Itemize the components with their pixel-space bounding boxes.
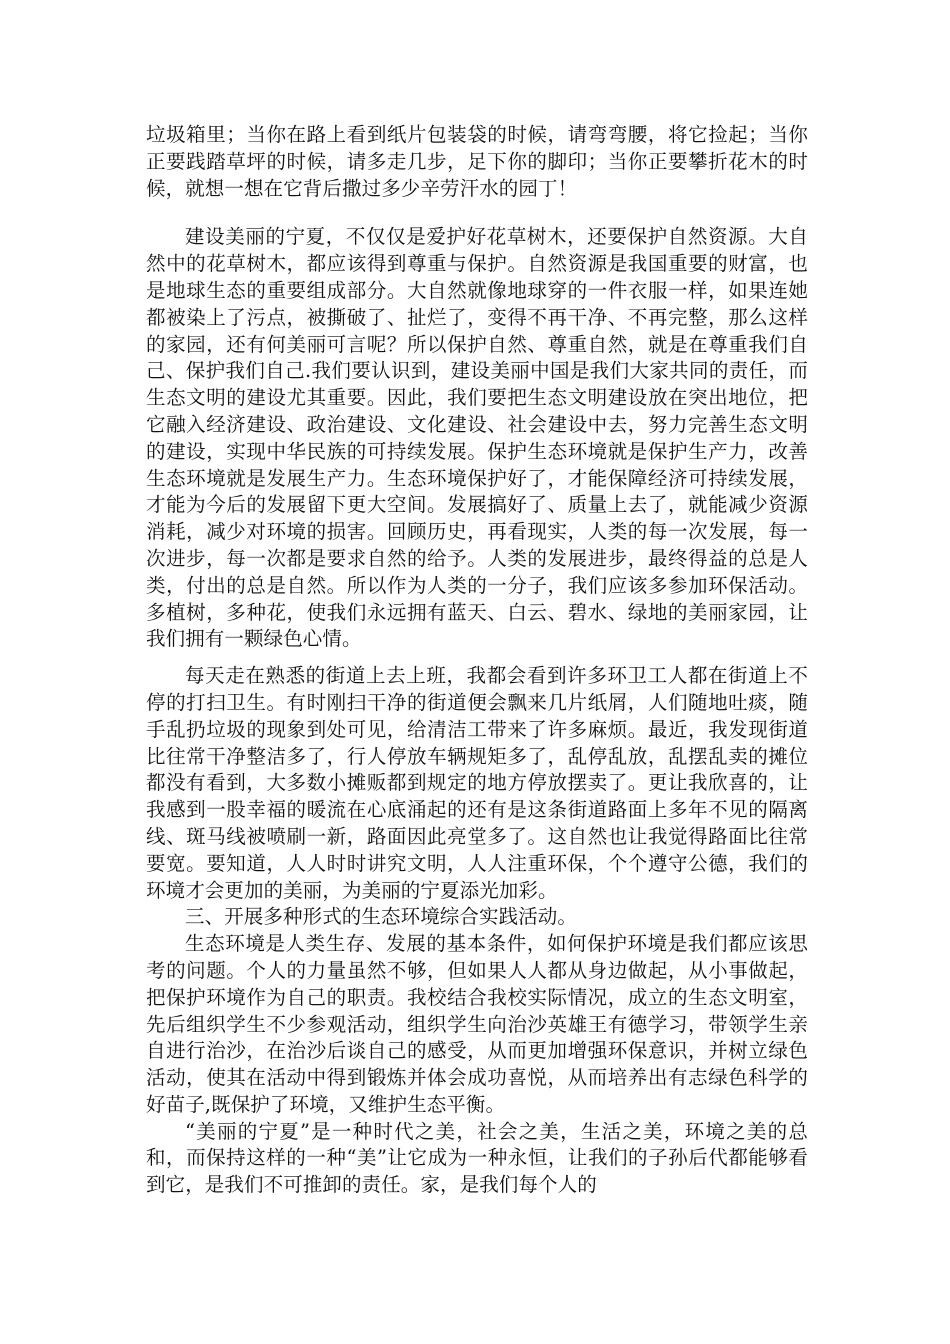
section-heading: 三、开展多种形式的生态环境综合实践活动。 (185, 905, 578, 929)
paragraph-continuation: 垃圾箱里；当你在路上看到纸片包装袋的时候，请弯弯腰，将它捡起；当你正要践踏草坪的时候，请多走几步，足下你的脚印；当你正要攀折花木的时候，就想一想在它背后撒过多少辛劳汗水的园丁！ (146, 123, 808, 200)
paragraph-practice-activities: 生态环境是人类生存、发展的基本条件，如何保护环境是我们都应该思考的问题。个人的力量虽然不够，但如果人人都从身边做起，从小事做起，把保护环境作为自己的职责。我校结合我校实际情况，成立的生态文明室，先后组织学生不少参观活动，组织学生向治沙英雄王有德学习，带领学生亲自进行治沙，在治沙后谈自己的感受，从而更加增强环保意识，并树立绿色活动，使其在活动中得到锻炼并体会成功喜悦，从而培养出有志绿色科学的好苗子,既保护了环境，又维护生态平衡。 (146, 932, 808, 1116)
paragraph-natural-resources: 建设美丽的宁夏，不仅仅是爱护好花草树木，还要保护自然资源。大自然中的花草树木，都应该得到尊重与保护。自然资源是我国重要的财富，也是地球生态的重要组成部分。大自然就像地球穿的一件衣服一样，如果连她都被染上了污点，被撕破了、扯烂了，变得不再干净、不再完整，那么这样的家园，还有何美丽可言呢？所以保护自然、尊重自然，就是在尊重我们自己、保护我们自己.我们要认识到，建设美丽中国是我们大家共同的责任，而生态文明的建设尤其重要。因此，我们要把生态文明建设放在突出地位，把它融入经济建设、政治建设、文化建设、社会建设中去，努力完善生态文明的建设，实现中华民族的可持续发展。保护生态环境就是保护生产力，改善生态环境就是发展生产力。生态环境保护好了，才能保障经济可持续发展，才能为今后的发展留下更大空间。发展搞好了、质量上去了，就能减少资源消耗，减少对环境的损害。回顾历史，再看现实，人类的每一次发展，每一次进步，每一次都是要求自然的给予。人类的发展进步，最终得益的总是人类，付出的总是自然。所以作为人类的一分子，我们应该多参加环保活动。多植树，多种花，使我们永远拥有蓝天、白云、碧水、绿地的美丽家园，让我们拥有一颗绿色心情。 (146, 225, 808, 651)
paragraph-beautiful-ningxia: “美丽的宁夏”是一种时代之美，社会之美，生活之美，环境之美的总和，而保持这样的一种“美”让它成为一种永恒，让我们的子孙后代都能够看到它，是我们不可推卸的责任。家，是我们每个人的 (146, 1119, 808, 1197)
document-body (146, 122, 808, 1199)
paragraph-street-observation: 每天走在熟悉的街道上去上班，我都会看到许多环卫工人都在街道上不停的打扫卫生。有时刚扫干净的街道便会飘来几片纸屑，人们随地吐痰，随手乱扔垃圾的现象到处可见，给清洁工带来了许多麻烦。最近，我发现街道比往常干净整洁多了，行人停放车辆规矩多了，乱停乱放，乱摆乱卖的摊位都没有看到，大多数小摊贩都到规定的地方停放摆卖了。更让我欣喜的，让我感到一股幸福的暖流在心底涌起的还有是这条街道路面上多年不见的隔离线、斑马线被喷刷一新，路面因此亮堂多了。这自然也让我觉得路面比往常要宽。要知道，人人时时讲究文明，人人注重环保，个个遵守公德，我们的环境才会更加的美丽，为美丽的宁夏添光加彩。 (146, 664, 808, 902)
